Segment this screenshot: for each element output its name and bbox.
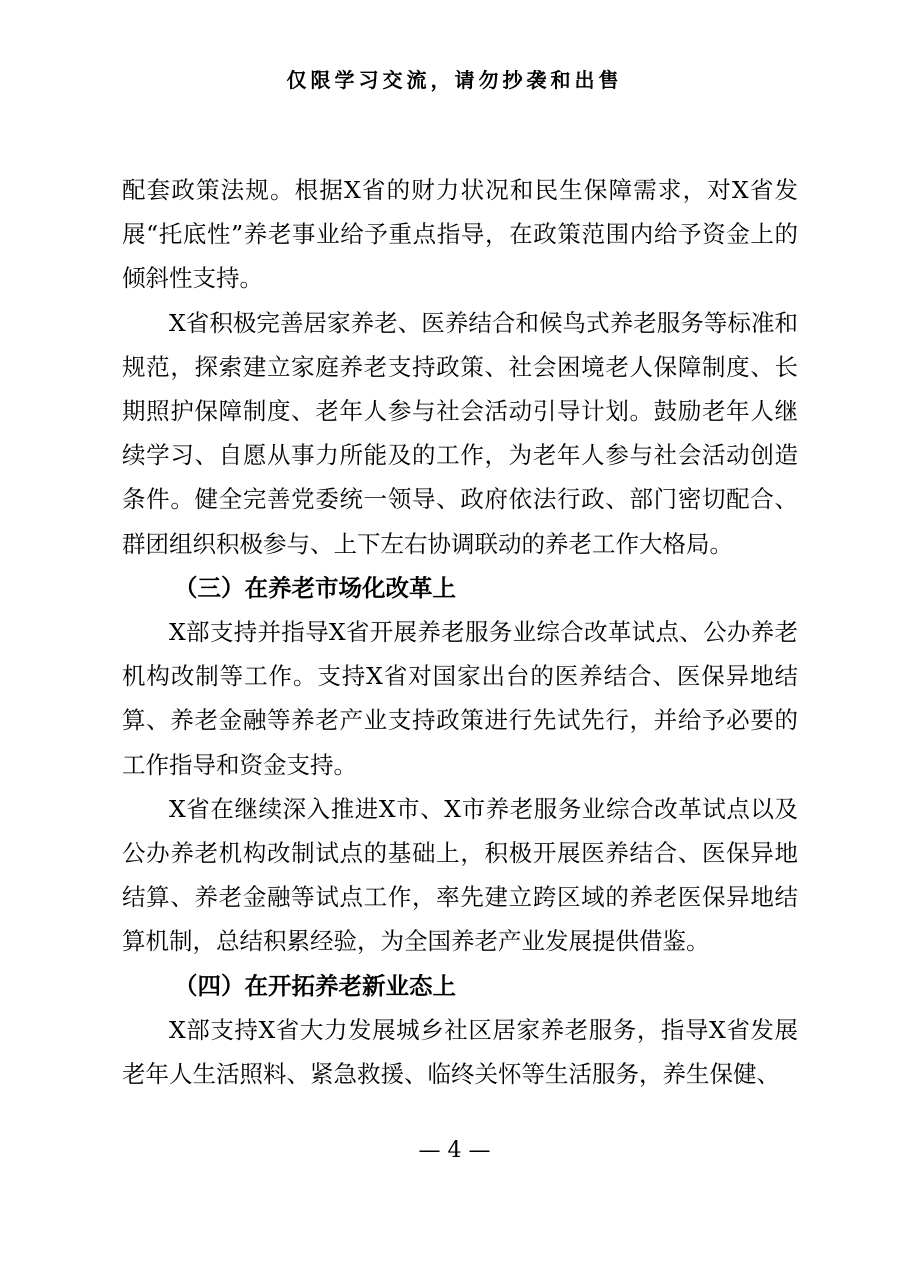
page-header-notice: 仅限学习交流，请勿抄袭和出售 (286, 68, 623, 92)
paragraph-5: X部支持X省大力发展城乡社区居家养老服务，指导X省发展老年人生活照料、紧急救援、临终关怀等生活服务，养生保健、 (122, 1015, 798, 1089)
section-heading-4: （四）在开拓养老新业态上 (174, 971, 456, 1000)
section-heading-3: （三）在养老市场化改革上 (174, 573, 456, 602)
document-body (122, 168, 798, 1096)
page-number: — 4 — (418, 1138, 491, 1163)
paragraph-2: X省积极完善居家养老、医养结合和候鸟式养老服务等标准和规范，探索建立家庭养老支持政策、社会困境老人保障制度、长期照护保障制度、老年人参与社会活动引导计划。鼓励老年人继续学习、自愿从事力所能及的工作，为老年人参与社会活动创造条件。健全完善党委统一领导、政府依法行政、部门密切配合、群团组织积极参与、上下左右协调联动的养老工作大格局。 (122, 308, 798, 558)
paragraph-1: 配套政策法规。根据X省的财力状况和民生保障需求，对X省发展“托底性”养老事业给予重点指导，在政策范围内给予资金上的倾斜性支持。 (122, 176, 798, 293)
paragraph-4: X省在继续深入推进X市、X市养老服务业综合改革试点以及公办养老机构改制试点的基础上，积极开展医养结合、医保异地结算、养老金融等试点工作，率先建立跨区域的养老医保异地结算机制，总结积累经验，为全国养老产业发展提供借鉴。 (122, 794, 798, 956)
paragraph-3: X部支持并指导X省开展养老服务业综合改革试点、公办养老机构改制等工作。支持X省对国家出台的医养结合、医保异地结算、养老金融等养老产业支持政策进行先试先行，并给予必要的工作指导和资金支持。 (122, 618, 798, 779)
